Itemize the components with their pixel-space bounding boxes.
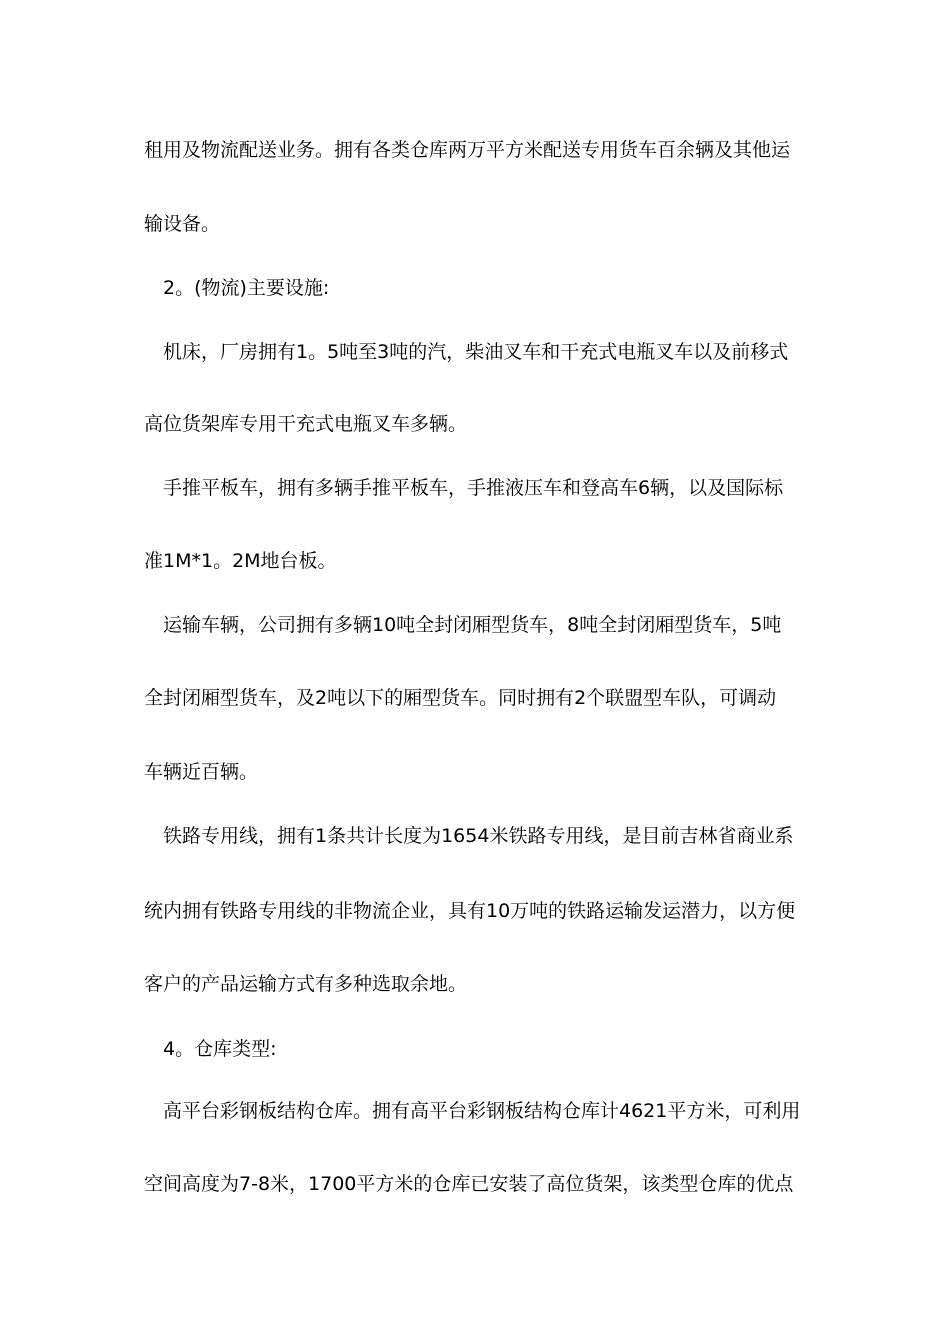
paragraph-line: 机床，厂房拥有1。5吨至3吨的汽，柴油叉车和干充式电瓶叉车以及前移式 bbox=[163, 341, 789, 363]
paragraph-line: 运输车辆，公司拥有多辆10吨全封闭厢型货车，8吨全封闭厢型货车，5吨 bbox=[163, 614, 782, 636]
paragraph-line: 客户的产品运输方式有多种选取余地。 bbox=[144, 973, 468, 995]
paragraph-line: 全封闭厢型货车，及2吨以下的厢型货车。同时拥有2个联盟型车队，可调动 bbox=[144, 687, 777, 709]
paragraph-line: 高位货架库专用干充式电瓶叉车多辆。 bbox=[144, 413, 468, 435]
paragraph-line: 空间高度为7-8米，1700平方米的仓库已安装了高位货架，该类型仓库的优点 bbox=[144, 1173, 794, 1195]
section-heading: 2。(物流)主要设施: bbox=[163, 277, 330, 299]
paragraph-line: 手推平板车，拥有多辆手推平板车，手推液压车和登高车6辆，以及国际标 bbox=[163, 477, 784, 499]
paragraph-line: 输设备。 bbox=[144, 213, 221, 235]
paragraph-line: 车辆近百辆。 bbox=[144, 761, 259, 783]
paragraph-line: 铁路专用线，拥有1条共计长度为1654米铁路专用线，是目前吉林省商业系 bbox=[163, 825, 794, 847]
paragraph-line: 租用及物流配送业务。拥有各类仓库两万平方米配送专用货车百余辆及其他运 bbox=[144, 139, 791, 161]
paragraph-line: 准1M*1。2M地台板。 bbox=[144, 550, 337, 572]
paragraph-line: 高平台彩钢板结构仓库。拥有高平台彩钢板结构仓库计4621平方米，可利用 bbox=[163, 1100, 801, 1122]
section-heading: 4。仓库类型: bbox=[163, 1038, 277, 1060]
paragraph-line: 统内拥有铁路专用线的非物流企业，具有10万吨的铁路运输发运潜力，以方便 bbox=[144, 900, 796, 922]
